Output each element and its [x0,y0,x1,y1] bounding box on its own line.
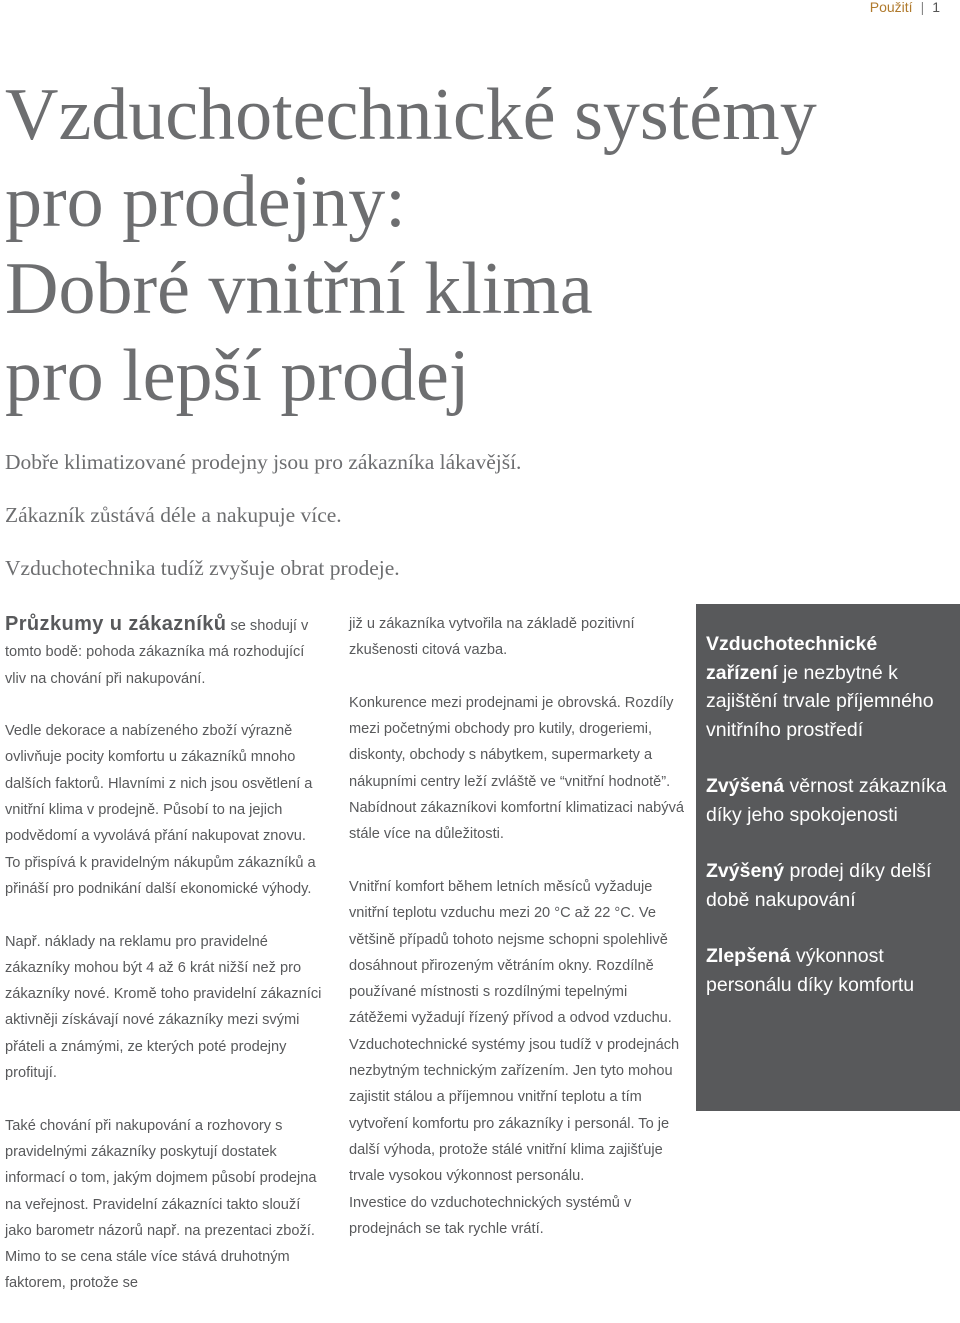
title-line: pro lepší prodej [5,335,470,417]
benefit-text: prodej díky delší době nakupování [706,860,932,911]
page-number: 1 [932,0,940,15]
intro-paragraph [5,611,325,692]
page-header [870,0,940,14]
title-line: Dobré vnitřní klima [5,248,593,330]
body-paragraph: již u zákazníka vytvořila na základě pozitivní zkušenosti citová vazba. [349,616,635,659]
title-line: Vzduchotechnické systémy [5,74,817,156]
benefit-highlight: Zlepšená [706,945,791,967]
benefit-highlight: Zvýšená [706,775,785,797]
benefit-item [706,857,950,914]
header-separator: | [920,0,925,15]
page-title [5,72,905,420]
body-paragraph: Vnitřní komfort během letních měsíců vyžaduje vnitřní teplotu vzduchu mezi 20 °C až 22 °C. Ve většině případů tohoto nejsme schopni spolehlivě dosáhnout přirozeným větráním okny. Rozdílně používané místnosti s rozdílnými tepelnými zátěžemi vyžadují řízený přívod a odvod vzduchu. [349,878,672,1027]
lead-line: Vzduchotechnika tudíž zvyšuje obrat prodeje. [5,556,400,580]
body-paragraph: Také chování při nakupování a rozhovory s pravidelnými zákazníky poskytují dostatek informací o tom, jakým dojmem působí prodejna na veřejnost. Pravidelní zákazníci takto slouží jako barometr názorů např. na prezentaci zboží. Mimo to se cena stále více stává druhotným faktorem, protože se [5,1117,317,1292]
benefit-highlight: Zvýšený [706,860,785,882]
benefits-sidebar [696,604,960,1111]
intro-highlight: Průzkumy u zákazníků [5,613,227,635]
benefit-highlight: Vzduchotechnické zařízení [706,633,878,684]
benefit-text: věrnost zákazníka díky jeho spokojenosti [706,775,947,826]
lead-line: Dobře klimatizované prodejny jsou pro zákazníka lákavější. [5,450,522,474]
intro-text: se shodují v tomto bodě: pohoda zákazníka má rozhodující vliv na chování při nakupování. [5,618,309,687]
title-line: pro prodejny: [5,161,406,243]
benefit-item [706,942,950,999]
section-label: Použití [869,0,913,15]
body-paragraph: Vedle dekorace a nabízeného zboží výrazně ovlivňuje pocity komfortu u zákazníků mnoho dalších faktorů. Hlavními z nich jsou osvětlení a vnitřní klima v prodejně. Působí to na jejich podvědomí a vyvolává přání nakupovat znovu. To přispívá k pravidelným nákupům zákazníků a přináší pro podnikání další ekonomické výhody. [5,723,316,897]
text-column-1 [5,611,325,1323]
lead-line: Zákazník zůstává déle a nakupuje více. [5,503,342,527]
body-paragraph: Např. náklady na reklamu pro pravidelné zákazníky mohou být 4 až 6 krát nižší než pro zákazníky nové. Kromě toho pravidelní zákazníci aktivněji získávají nové zákazníky mezi svými přáteli a známými, ze kterých poté prodejny profitují. [5,933,322,1082]
text-column-2 [349,611,689,1242]
benefit-item [706,630,950,744]
body-paragraph: Konkurence mezi prodejnami je obrovská. Rozdíly mezi početnými obchody pro kutily, drogeriemi, diskonty, obchody s nábytkem, supermarkety a nákupními centry leží zvláště ve “vnitřní hodnotě”. Nabídnout zákazníkovi komfortní klimatizaci nabývá stále více na důležitosti. [349,694,685,843]
body-paragraph: Vzduchotechnické systémy jsou tudíž v prodejnách nezbytným technickým zařízením. Jen tyto mohou zajistit stálou a příjemnou vnitřní teplotu a tím vytvoření komfortu pro zákazníky i personál. To je další výhoda, protože stálé vnitřní klima zajišťuje trvale vysokou výkonnost personálu. [349,1036,680,1185]
body-paragraph: Investice do vzduchotechnických systémů v prodejnách se tak rychle vrátí. [349,1194,632,1237]
benefit-text: je nezbytné k zajištění trvale příjemného vnitřního prostředí [706,661,934,741]
benefit-text: výkonnost personálu díky komfortu [706,945,915,996]
lead-text [5,448,705,607]
benefit-item [706,772,950,829]
